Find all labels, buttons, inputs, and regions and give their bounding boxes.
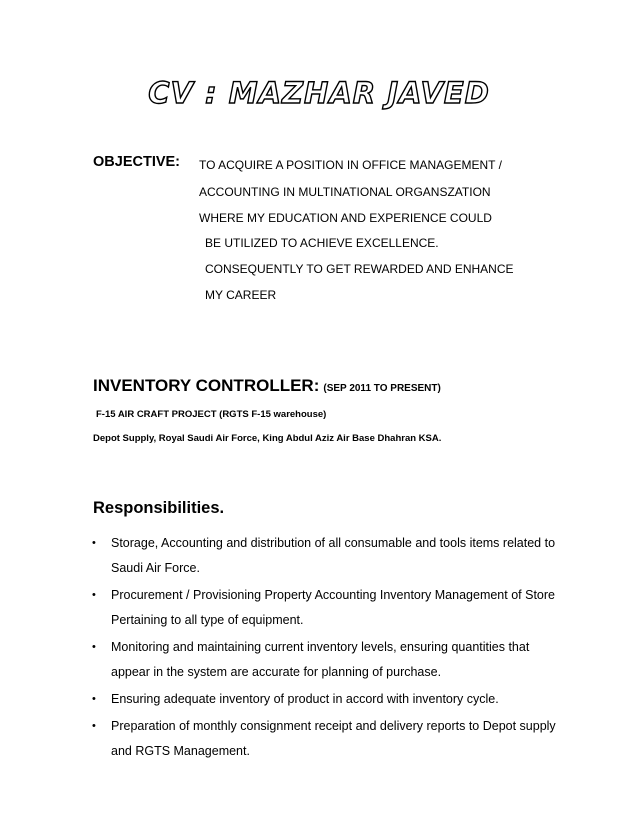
list-item-text: Ensuring adequate inventory of product in accord with inventory cycle. (111, 692, 499, 706)
objective-line: ACCOUNTING IN MULTINATIONAL ORGANSZATION (199, 185, 491, 199)
objective-line: MY CAREER (205, 288, 277, 302)
objective-label: OBJECTIVE: (93, 154, 181, 170)
list-item (92, 635, 562, 685)
document-title: CV : MAZHAR JAVED (148, 76, 490, 110)
list-item (92, 714, 562, 764)
bullet-icon: • (92, 589, 96, 601)
bullet-icon: • (92, 693, 96, 705)
location-line: Depot Supply, Royal Saudi Air Force, King Abdul Aziz Air Base Dhahran KSA. (93, 433, 442, 444)
job-title (93, 376, 441, 396)
job-dates: (SEP 2011 TO PRESENT) (323, 383, 441, 394)
job-title-text: INVENTORY CONTROLLER: (93, 376, 320, 395)
list-item (92, 583, 562, 633)
responsibilities-heading: Responsibilities. (93, 499, 225, 517)
bullet-icon: • (92, 720, 96, 732)
project-line: F-15 AIR CRAFT PROJECT (RGTS F-15 warehouse) (96, 409, 327, 420)
bullet-icon: • (92, 641, 96, 653)
bullet-icon: • (92, 537, 96, 549)
list-item-text: Storage, Accounting and distribution of all consumable and tools items related to Saudi Air Force. (111, 536, 556, 575)
list-item (92, 531, 562, 581)
list-item-text: Monitoring and maintaining current inventory levels, ensuring quantities that appear in the system are accurate for planning of purchase. (111, 640, 530, 679)
objective-line: CONSEQUENTLY TO GET REWARDED AND ENHANCE (205, 262, 514, 276)
objective-line: WHERE MY EDUCATION AND EXPERIENCE COULD (199, 211, 492, 225)
objective-line: BE UTILIZED TO ACHIEVE EXCELLENCE. (205, 236, 439, 250)
list-item-text: Procurement / Provisioning Property Accounting Inventory Management of Store Pertaining to all type of equipment. (111, 588, 555, 627)
objective-line: TO ACQUIRE A POSITION IN OFFICE MANAGEMENT / (199, 158, 502, 172)
list-item (92, 687, 562, 712)
list-item-text: Preparation of monthly consignment receipt and delivery reports to Depot supply and RGTS Management. (111, 719, 556, 758)
responsibilities-list (92, 531, 562, 766)
